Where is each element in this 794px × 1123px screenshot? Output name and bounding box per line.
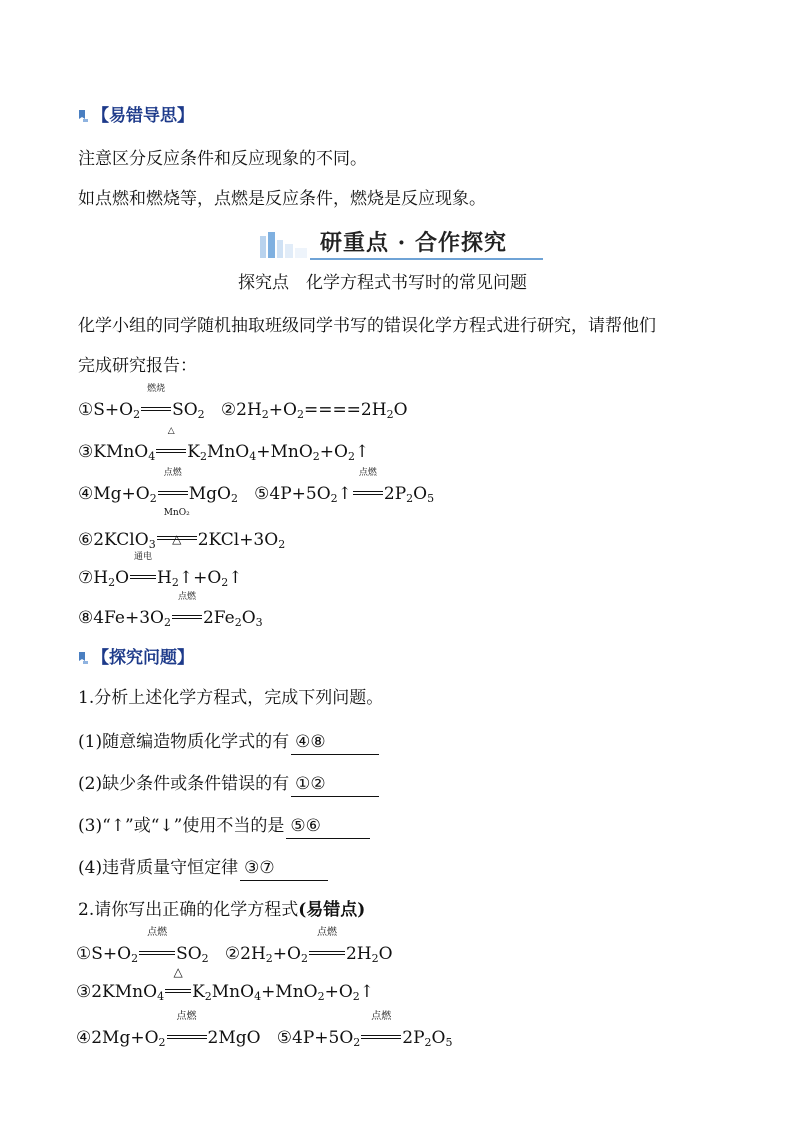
reaction-arrow: 燃烧 (141, 398, 171, 422)
reaction-arrow: 点燃 (353, 482, 383, 506)
intro-line-1: 注意区分反应条件和反应现象的不同。 (78, 149, 367, 169)
correct-equation-line-2: ③2KMnO$_4$ △ $K_2MnO_4+MnO_2+O_2↑$ (76, 965, 375, 1003)
reaction-arrow: MnO₂ △ (157, 528, 197, 552)
equation-line-5: $⑦H_2O$ 通电 $H_2↑+O_2↑$ (78, 552, 243, 589)
section-heading-inquiry: 【探究问题】 (78, 646, 194, 670)
section-heading-error-guide: 【易错导思】 (78, 104, 194, 128)
question-2-stem: 2.请你写出正确的化学方程式(易错点) (78, 900, 366, 920)
equation-line-2: ③KMnO$_4$ △ $K_2MnO_4+MnO_2+O_2↑$ (78, 426, 370, 463)
reaction-arrow: 通电 (130, 566, 156, 590)
correct-equation-line-3: $④2Mg+O_2$ 点燃 2MgO $⑤4P+5O_2$ 点燃 $2P_2O_5$ (76, 1011, 453, 1049)
intro-line-2: 如点燃和燃烧等，点燃是反应条件，燃烧是反应现象。 (78, 189, 486, 209)
banner-title: 研重点 · 合作探究 (320, 230, 507, 256)
reaction-arrow: 点燃 (158, 482, 188, 506)
answer-3: ⑤⑥ (286, 814, 370, 839)
task-line-2: 完成研究报告： (78, 356, 197, 376)
bookmark-icon (78, 110, 88, 122)
section-banner (258, 226, 543, 260)
banner-underline (310, 258, 543, 260)
question-1-part-1: (1)随意编造物质化学式的有 ④⑧ (78, 730, 379, 755)
reaction-arrow: 点燃 (309, 942, 345, 966)
question-1-part-2: (2)缺少条件或条件错误的有 ①② (78, 772, 379, 797)
reaction-arrow: △ (156, 440, 186, 464)
answer-2: ①② (291, 772, 379, 797)
task-line-1: 化学小组的同学随机抽取班级同学书写的错误化学方程式进行研究，请帮他们 (78, 316, 656, 336)
answer-1: ④⑧ (291, 730, 379, 755)
equation-line-3: $④Mg+O_2$ 点燃 MgO$_2$ $⑤4P+5O_2↑$ 点燃 $2P_2O_5$ (78, 468, 435, 505)
equation-line-1: $①S+O_2$ 燃烧 $SO_2$ $②2H_2+O_2====2H_2O$ (78, 384, 408, 421)
reaction-arrow: 点燃 (167, 1026, 207, 1050)
bookmark-icon (78, 652, 88, 664)
question-1-part-4: (4)违背质量守恒定律 ③⑦ (78, 856, 328, 881)
reaction-arrow: 点燃 (361, 1026, 401, 1050)
reaction-arrow: 点燃 (172, 606, 202, 630)
answer-4: ③⑦ (240, 856, 328, 881)
building-icon (258, 230, 310, 258)
reaction-arrow: △ (165, 980, 191, 1004)
equation-line-4: ⑥2KClO$_3$ MnO₂ △ $2KCl+3O_2$ (78, 508, 286, 551)
equation-line-6: $⑧4Fe+3O_2$ 点燃 $2Fe_2O_3$ (78, 592, 263, 629)
correct-equation-line-1: $①S+O_2$ 点燃 $SO_2$ $②2H_2+O_2$ 点燃 $2H_2O$ (76, 927, 393, 965)
question-1-stem: 1.分析上述化学方程式，完成下列问题。 (78, 688, 384, 708)
question-1-part-3: (3)“↑”或“↓”使用不当的是 ⑤⑥ (78, 814, 370, 839)
sub-heading: 探究点 化学方程式书写时的常见问题 (238, 273, 527, 293)
reaction-arrow: 点燃 (139, 942, 175, 966)
